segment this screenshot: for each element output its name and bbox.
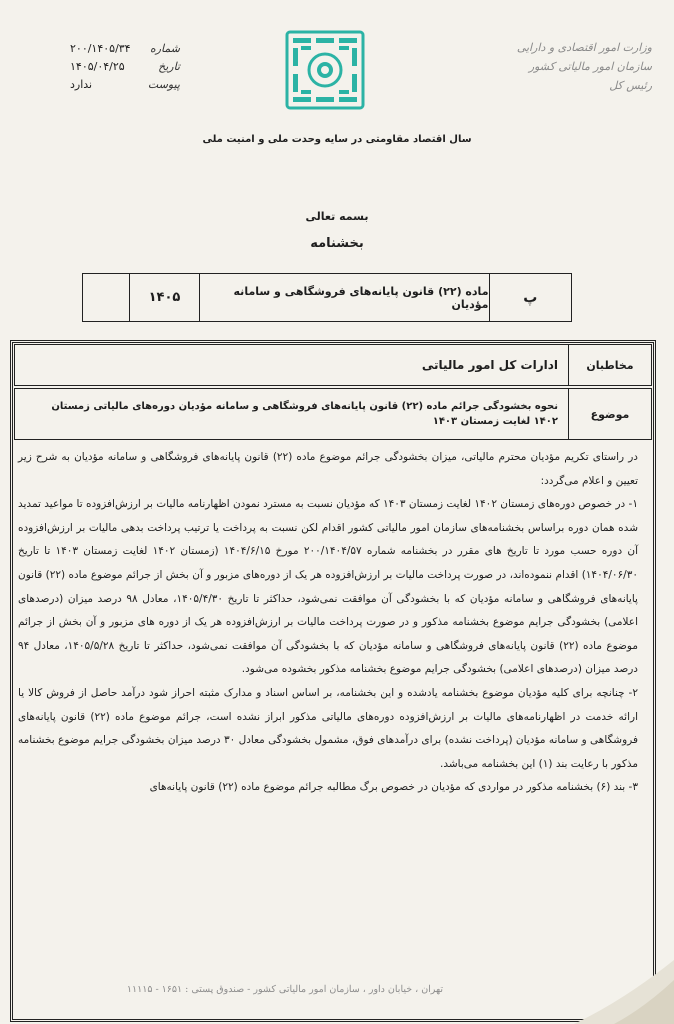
document-type: بخشنامه [310, 236, 364, 251]
circular-body [18, 446, 638, 800]
organization-line: سازمان امور مالیاتی کشور [528, 60, 652, 73]
date-label: تاریخ [158, 60, 180, 73]
subject-label: موضوع [568, 389, 651, 439]
addressees-value: ادارات کل امور مالیاتی [421, 358, 558, 372]
paragraph-3: ۳- بند (۶) بخشنامه مذکور در مواردی که مؤدیان در خصوص برگ مطالبه جرائم موضوع ماده (۲۲) قانون پایانه‌های [149, 781, 638, 794]
footer-address: تهران ، خیابان داور ، سازمان امور مالیاتی کشور - صندوق پستی : ۱۶۵۱ - ۱۱۱۱۵ [126, 984, 444, 995]
ministry-line: وزارت امور اقتصادی و دارایی [516, 41, 652, 54]
number-value: ۲۰۰/۱۴۰۵/۳۴ [70, 42, 131, 55]
subject-row [14, 388, 652, 440]
paragraph-2: ۲- چنانچه برای کلیه مؤدیان موضوع بخشنامه یادشده و این بخشنامه، بر اساس اسناد و مدارک مثبته احراز شود درآمد حاصل از فروش کالا یا ارائه خدمت در اظهارنامه‌های مالیات بر ارزش‌افزوده دوره‌های مالیاتی مذکور ابراز نشده است، جرائم موضوع ماده (۲۲) قانون پایانه‌های فروشگاهی و سامانه مؤدیان (پرداخت نشده) برای درآمدهای فوق، مشمول بخشودگی معادل ۳۰ درصد میزان بخشودگی جرایم موضوع بخشنامه مذکور با رعایت بند (۱) این بخشنامه می‌باشد. [18, 686, 638, 770]
head-line: رئیس کل [609, 79, 652, 92]
date-value: ۱۴۰۵/۰۴/۲۵ [70, 60, 125, 73]
ministry-letterhead [512, 38, 652, 95]
addressees-label: مخاطبان [568, 345, 651, 385]
code-letter: پ [489, 274, 572, 321]
reference-block [70, 40, 180, 94]
number-label: شماره [149, 42, 180, 55]
code-empty-cell [83, 274, 129, 321]
tax-organization-logo [285, 30, 365, 110]
subject-value: نحوه بخشودگی جرائم ماده (۲۲) قانون پایانه‌های فروشگاهی و سامانه مؤدیان دوره‌های مالیاتی زمستان ۱۴۰۲ لغایت زمستان ۱۴۰۳ [51, 401, 558, 427]
attachment-value: ندارد [70, 78, 93, 91]
circular-code-table [82, 273, 572, 322]
intro-paragraph: در راستای تکریم مؤدیان محترم مالیاتی، میزان بخشودگی جرائم موضوع ماده (۲۲) قانون پایانه‌های فروشگاهی و سامانه مؤدیان به شرح زیر تعیین و اعلام می‌گردد: [18, 451, 638, 487]
basmala: بسمه تعالی [305, 210, 369, 223]
code-title: ماده (۲۲) قانون پایانه‌های فروشگاهی و سامانه مؤدیان [199, 274, 488, 321]
addressees-row [14, 344, 652, 386]
attachment-label: پیوست [147, 78, 180, 91]
code-year: ۱۴۰۵ [129, 274, 200, 321]
footer-decoration [534, 960, 674, 1024]
paragraph-1: ۱- در خصوص دوره‌های زمستان ۱۴۰۲ لغایت زمستان ۱۴۰۳ که مؤدیان نسبت به مسترد نمودن اظهارنامه مالیات بر ارزش‌افزوده تا مواعید تمدید شده همان دوره براساس بخشنامه‌های سازمان امور مالیاتی کشور اقدام لکن نسبت به پرداخت یا ترتیب پرداخت بدهی مالیات بر ارزش‌افزوده آن دوره حسب مورد تا تاریخ های مقرر در بخشنامه شماره ۲۰۰/۱۴۰۴/۵۷ مورخ ۱۴۰۴/۶/۱۵ (زمستان ۱۴۰۲ لغایت زمستان ۱۴۰۳ تا تاریخ ۱۴۰۴/۰۶/۳۰) اقدام ننموده‌اند، در صورت پرداخت مالیات بر ارزش‌افزوده هر یک از دوره‌های مزبور و آن بخش از جرائم موضوع ماده (۲۲) قانون پایانه‌های فروشگاهی و سامانه مؤدیان که با بخشودگی آن موافقت نمی‌شود، حداکثر تا تاریخ ۱۴۰۵/۴/۳۰، معادل ۹۸ درصد میزان (درصدهای اعلامی) بخشودگی جرایم موضوع بخشنامه مذکور و در صورت پرداخت مالیات بر ارزش‌افزوده هر یک از دوره های مزبور و آن بخش از جرائم موضوع ماده (۲۲) قانون پایانه‌های فروشگاهی و سامانه مؤدیان که با بخشودگی آن موافقت نمی‌شود، حداکثر تا تاریخ ۱۴۰۵/۵/۲۸، معادل ۹۴ درصد میزان (درصدهای اعلامی) بخشودگی جرایم موضوع بخشنامه مذکور بخشوده می‌شود. [18, 498, 638, 676]
year-slogan: سال اقتصاد مقاومتی در سایه وحدت ملی و امنیت ملی [202, 134, 472, 145]
